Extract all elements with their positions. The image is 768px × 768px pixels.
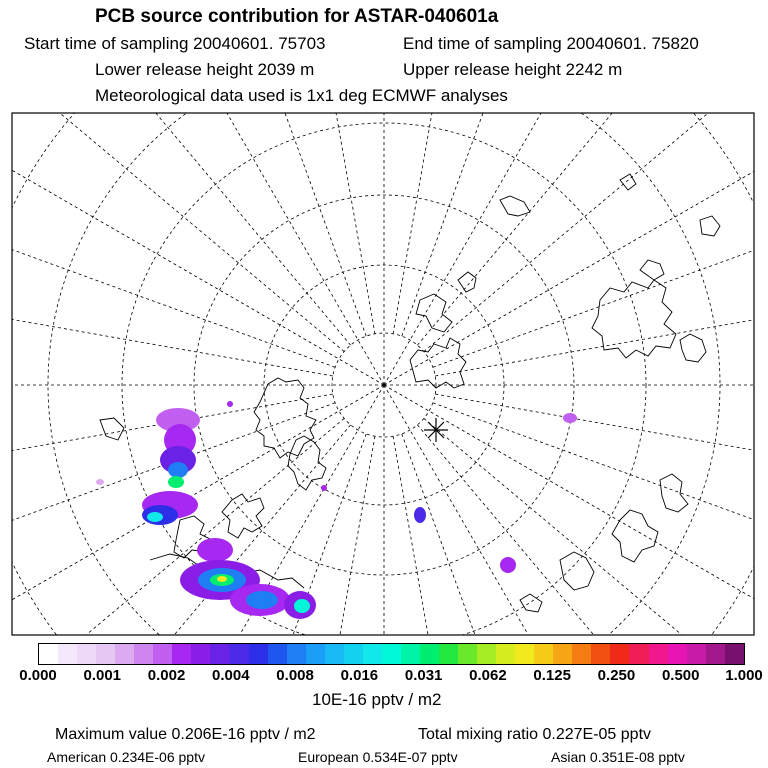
- colorbar-tick-label: 0.008: [276, 667, 314, 684]
- colorbar-cell: [39, 644, 58, 664]
- colorbar-cell: [610, 644, 629, 664]
- colorbar-cell: [401, 644, 420, 664]
- colorbar-cell: [420, 644, 439, 664]
- colorbar-cell: [287, 644, 306, 664]
- colorbar-tick-label: 0.002: [147, 667, 186, 684]
- colorbar-cell: [229, 644, 248, 664]
- colorbar-tick-label: 0.062: [469, 667, 507, 684]
- colorbar-tick-label: 0.250: [597, 667, 636, 684]
- colorbar-tick-label: 1.000: [725, 667, 763, 684]
- colorbar-cell: [172, 644, 191, 664]
- colorbar-cell: [687, 644, 706, 664]
- colorbar-cell: [649, 644, 668, 664]
- colorbar-tick-label: 0.031: [404, 667, 443, 684]
- colorbar-cell: [325, 644, 344, 664]
- colorbar-tick-label: 0.500: [661, 667, 700, 684]
- colorbar-cell: [668, 644, 687, 664]
- colorbar-tick-label: 0.004: [212, 667, 250, 684]
- colorbar-cell: [572, 644, 591, 664]
- page-title: PCB source contribution for ASTAR-040601a: [95, 6, 499, 27]
- upper-release-height-label: Upper release height 2242 m: [403, 60, 623, 79]
- lower-release-height-label: Lower release height 2039 m: [95, 60, 315, 79]
- american-contribution-label: American 0.234E-06 pptv: [47, 749, 205, 765]
- colorbar-cell: [591, 644, 610, 664]
- end-time-label: End time of sampling 20040601. 75820: [403, 34, 699, 53]
- colorbar-cell: [268, 644, 287, 664]
- colorbar-cell: [115, 644, 134, 664]
- colorbar-cell: [629, 644, 648, 664]
- colorbar-cell: [344, 644, 363, 664]
- met-data-label: Meteorological data used is 1x1 deg ECMWF analyses: [95, 86, 508, 105]
- colorbar-cell: [725, 644, 744, 664]
- total-mixing-ratio-label: Total mixing ratio 0.227E-05 pptv: [418, 726, 652, 743]
- colorbar-cell: [306, 644, 325, 664]
- colorbar-tick-label: 0.125: [533, 667, 571, 684]
- colorbar-cell: [191, 644, 210, 664]
- colorbar-cell: [77, 644, 96, 664]
- colorbar-cell: [553, 644, 572, 664]
- start-time-label: Start time of sampling 20040601. 75703: [24, 34, 326, 53]
- colorbar-cell: [363, 644, 382, 664]
- colorbar-units-label: 10E-16 pptv / m2: [312, 690, 442, 709]
- colorbar-cell: [96, 644, 115, 664]
- colorbar-cell: [534, 644, 553, 664]
- colorbar-tick-label: 0.001: [83, 667, 122, 684]
- asian-contribution-label: Asian 0.351E-08 pptv: [551, 749, 685, 765]
- colorbar: [38, 643, 745, 665]
- map-background: [12, 113, 754, 635]
- colorbar-cell: [515, 644, 534, 664]
- colorbar-cell: [153, 644, 172, 664]
- colorbar-tick-label: 0.000: [19, 667, 57, 684]
- colorbar-cell: [210, 644, 229, 664]
- european-contribution-label: European 0.534E-07 pptv: [298, 749, 458, 765]
- colorbar-cell: [458, 644, 477, 664]
- colorbar-cell: [249, 644, 268, 664]
- colorbar-cell: [439, 644, 458, 664]
- colorbar-cell: [382, 644, 401, 664]
- colorbar-cell: [706, 644, 725, 664]
- colorbar-cell: [134, 644, 153, 664]
- colorbar-cell: [496, 644, 515, 664]
- max-value-label: Maximum value 0.206E-16 pptv / m2: [55, 726, 316, 743]
- colorbar-cell: [58, 644, 77, 664]
- colorbar-cell: [477, 644, 496, 664]
- colorbar-tick-label: 0.016: [340, 667, 379, 684]
